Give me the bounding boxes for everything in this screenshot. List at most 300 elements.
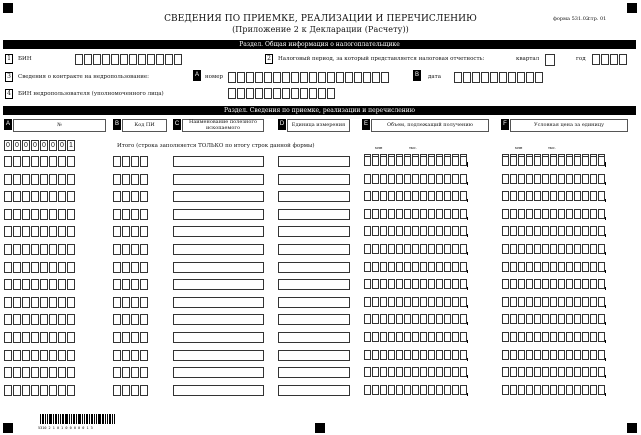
input-cell[interactable] <box>255 72 263 83</box>
input-cell[interactable] <box>542 156 549 166</box>
input-cell[interactable] <box>436 174 443 184</box>
input-cell[interactable] <box>619 54 627 65</box>
input-cell[interactable] <box>517 72 525 83</box>
input-cell[interactable] <box>363 72 371 83</box>
input-cell[interactable] <box>472 72 480 83</box>
input-cell[interactable] <box>420 156 427 166</box>
input-cell[interactable] <box>372 244 379 254</box>
input-cell[interactable] <box>93 54 101 65</box>
input-cell[interactable] <box>372 385 379 395</box>
mineral-code-input[interactable] <box>113 156 148 167</box>
input-cell[interactable] <box>610 54 618 65</box>
input-cell[interactable] <box>582 209 589 219</box>
input-cell[interactable] <box>534 244 541 254</box>
input-cell[interactable] <box>364 332 371 342</box>
input-cell[interactable] <box>550 226 557 236</box>
input-cell[interactable] <box>49 226 57 237</box>
input-cell[interactable] <box>582 226 589 236</box>
input-cell[interactable] <box>404 332 411 342</box>
input-cell[interactable] <box>444 385 451 395</box>
input-cell[interactable] <box>502 226 509 236</box>
input-cell[interactable] <box>534 191 541 201</box>
input-cell[interactable] <box>510 332 517 342</box>
input-cell[interactable] <box>49 385 57 396</box>
input-cell[interactable] <box>140 385 148 396</box>
input-cell[interactable] <box>420 226 427 236</box>
input-cell[interactable] <box>388 209 395 219</box>
contract-date-input[interactable] <box>454 72 543 83</box>
input-cell[interactable] <box>550 191 557 201</box>
input-cell[interactable] <box>364 226 371 236</box>
input-cell[interactable] <box>122 297 130 308</box>
input-cell[interactable] <box>40 174 48 185</box>
input-cell[interactable] <box>574 350 581 360</box>
input-cell[interactable] <box>510 209 517 219</box>
input-cell[interactable] <box>404 209 411 219</box>
input-cell[interactable] <box>13 332 21 343</box>
input-cell[interactable] <box>131 156 139 167</box>
input-cell[interactable] <box>436 262 443 272</box>
input-cell[interactable] <box>558 314 565 324</box>
input-cell[interactable] <box>598 367 605 377</box>
input-cell[interactable] <box>404 174 411 184</box>
row-number-input[interactable] <box>4 244 75 255</box>
input-cell[interactable] <box>122 332 130 343</box>
input-cell[interactable] <box>264 72 272 83</box>
input-cell[interactable] <box>372 174 379 184</box>
unit-input[interactable] <box>278 297 350 308</box>
input-cell[interactable] <box>566 385 573 395</box>
input-cell[interactable] <box>436 279 443 289</box>
input-cell[interactable] <box>49 314 57 325</box>
input-cell[interactable] <box>396 367 403 377</box>
input-cell[interactable] <box>388 367 395 377</box>
input-cell[interactable] <box>542 191 549 201</box>
input-cell[interactable] <box>4 314 12 325</box>
input-cell[interactable] <box>598 262 605 272</box>
input-cell[interactable] <box>404 244 411 254</box>
mineral-code-input[interactable] <box>113 209 148 220</box>
unit-input[interactable] <box>278 279 350 290</box>
input-cell[interactable] <box>58 367 66 378</box>
input-cell[interactable] <box>590 297 597 307</box>
input-cell[interactable] <box>58 174 66 185</box>
input-cell[interactable] <box>428 279 435 289</box>
price-input[interactable] <box>502 385 605 395</box>
price-input[interactable] <box>502 191 605 201</box>
input-cell[interactable] <box>412 209 419 219</box>
input-cell[interactable] <box>420 314 427 324</box>
bin-input[interactable] <box>75 54 182 65</box>
input-cell[interactable] <box>4 262 12 273</box>
input-cell[interactable] <box>40 191 48 202</box>
input-cell[interactable] <box>140 332 148 343</box>
input-cell[interactable] <box>404 385 411 395</box>
input-cell[interactable] <box>58 226 66 237</box>
input-cell[interactable] <box>502 209 509 219</box>
input-cell[interactable] <box>131 244 139 255</box>
input-cell[interactable] <box>264 88 272 99</box>
input-cell[interactable] <box>372 367 379 377</box>
input-cell[interactable] <box>388 262 395 272</box>
input-cell[interactable] <box>460 297 467 307</box>
input-cell[interactable] <box>542 262 549 272</box>
input-cell[interactable] <box>404 226 411 236</box>
row-number-input[interactable] <box>4 156 75 167</box>
row-number-input[interactable] <box>4 297 75 308</box>
input-cell[interactable] <box>534 332 541 342</box>
input-cell[interactable] <box>452 279 459 289</box>
input-cell[interactable] <box>510 367 517 377</box>
input-cell[interactable] <box>534 209 541 219</box>
input-cell[interactable] <box>364 191 371 201</box>
input-cell[interactable] <box>526 350 533 360</box>
input-cell[interactable] <box>13 314 21 325</box>
input-cell[interactable] <box>13 279 21 290</box>
input-cell[interactable] <box>396 314 403 324</box>
input-cell[interactable] <box>327 72 335 83</box>
input-cell[interactable] <box>428 332 435 342</box>
input-cell[interactable] <box>131 262 139 273</box>
input-cell[interactable] <box>452 156 459 166</box>
input-cell[interactable] <box>518 279 525 289</box>
input-cell[interactable] <box>502 367 509 377</box>
input-cell[interactable] <box>558 174 565 184</box>
input-cell[interactable] <box>558 244 565 254</box>
input-cell[interactable] <box>460 191 467 201</box>
input-cell[interactable] <box>460 226 467 236</box>
input-cell[interactable] <box>113 156 121 167</box>
input-cell[interactable] <box>598 191 605 201</box>
input-cell[interactable] <box>13 385 21 396</box>
price-input[interactable] <box>502 209 605 219</box>
input-cell[interactable] <box>31 367 39 378</box>
input-cell[interactable] <box>542 367 549 377</box>
input-cell[interactable] <box>67 209 75 220</box>
input-cell[interactable] <box>526 367 533 377</box>
input-cell[interactable] <box>380 244 387 254</box>
input-cell[interactable] <box>58 332 66 343</box>
input-cell[interactable] <box>436 350 443 360</box>
input-cell[interactable] <box>510 350 517 360</box>
input-cell[interactable] <box>13 367 21 378</box>
input-cell[interactable] <box>372 226 379 236</box>
input-cell[interactable] <box>574 314 581 324</box>
input-cell[interactable] <box>131 279 139 290</box>
input-cell[interactable] <box>582 332 589 342</box>
input-cell[interactable] <box>31 385 39 396</box>
input-cell[interactable] <box>582 244 589 254</box>
input-cell[interactable] <box>404 156 411 166</box>
mineral-code-input[interactable] <box>113 332 148 343</box>
mineral-code-input[interactable] <box>113 226 148 237</box>
input-cell[interactable] <box>518 350 525 360</box>
input-cell[interactable] <box>113 279 121 290</box>
input-cell[interactable] <box>49 156 57 167</box>
input-cell[interactable] <box>22 191 30 202</box>
input-cell[interactable] <box>364 262 371 272</box>
input-cell[interactable] <box>542 226 549 236</box>
input-cell[interactable] <box>558 297 565 307</box>
input-cell[interactable] <box>558 262 565 272</box>
input-cell[interactable] <box>542 174 549 184</box>
input-cell[interactable] <box>4 191 12 202</box>
input-cell[interactable] <box>598 244 605 254</box>
input-cell[interactable] <box>582 262 589 272</box>
input-cell[interactable] <box>372 156 379 166</box>
mineral-name-input[interactable] <box>173 209 264 220</box>
input-cell[interactable] <box>22 226 30 237</box>
input-cell[interactable] <box>550 279 557 289</box>
input-cell[interactable] <box>534 297 541 307</box>
input-cell[interactable] <box>428 174 435 184</box>
input-cell[interactable] <box>140 174 148 185</box>
input-cell[interactable] <box>131 367 139 378</box>
input-cell[interactable] <box>228 72 236 83</box>
input-cell[interactable] <box>388 314 395 324</box>
input-cell[interactable] <box>574 226 581 236</box>
input-cell[interactable] <box>590 367 597 377</box>
input-cell[interactable] <box>131 350 139 361</box>
input-cell[interactable] <box>336 72 344 83</box>
input-cell[interactable] <box>31 174 39 185</box>
input-cell[interactable] <box>49 297 57 308</box>
volume-input[interactable] <box>364 367 467 377</box>
input-cell[interactable] <box>111 54 119 65</box>
input-cell[interactable] <box>4 244 12 255</box>
unit-input[interactable] <box>278 174 350 185</box>
input-cell[interactable] <box>582 174 589 184</box>
input-cell[interactable] <box>147 54 155 65</box>
row-number-input[interactable] <box>4 314 75 325</box>
input-cell[interactable] <box>590 209 597 219</box>
input-cell[interactable] <box>255 88 263 99</box>
input-cell[interactable] <box>364 244 371 254</box>
unit-input[interactable] <box>278 156 350 167</box>
input-cell[interactable] <box>428 385 435 395</box>
price-input[interactable] <box>502 174 605 184</box>
input-cell[interactable] <box>550 332 557 342</box>
input-cell[interactable] <box>40 350 48 361</box>
input-cell[interactable] <box>526 314 533 324</box>
mineral-name-input[interactable] <box>173 174 264 185</box>
input-cell[interactable] <box>518 191 525 201</box>
input-cell[interactable] <box>396 226 403 236</box>
input-cell[interactable] <box>67 226 75 237</box>
input-cell[interactable] <box>380 367 387 377</box>
input-cell[interactable] <box>22 385 30 396</box>
input-cell[interactable] <box>566 367 573 377</box>
input-cell[interactable] <box>518 209 525 219</box>
input-cell[interactable] <box>558 209 565 219</box>
price-input[interactable] <box>502 350 605 360</box>
input-cell[interactable] <box>590 262 597 272</box>
input-cell[interactable] <box>4 226 12 237</box>
input-cell[interactable] <box>534 279 541 289</box>
input-cell[interactable] <box>502 262 509 272</box>
input-cell[interactable] <box>237 88 245 99</box>
input-cell[interactable] <box>291 72 299 83</box>
input-cell[interactable] <box>396 279 403 289</box>
input-cell[interactable] <box>582 385 589 395</box>
row-number-input[interactable] <box>4 385 75 396</box>
price-input[interactable] <box>502 297 605 307</box>
input-cell[interactable] <box>140 297 148 308</box>
input-cell[interactable] <box>526 262 533 272</box>
input-cell[interactable] <box>535 72 543 83</box>
input-cell[interactable] <box>22 332 30 343</box>
input-cell[interactable] <box>542 244 549 254</box>
input-cell[interactable] <box>31 297 39 308</box>
input-cell[interactable] <box>582 350 589 360</box>
input-cell[interactable] <box>49 262 57 273</box>
input-cell[interactable] <box>31 279 39 290</box>
input-cell[interactable] <box>4 174 12 185</box>
input-cell[interactable] <box>404 350 411 360</box>
input-cell[interactable] <box>58 262 66 273</box>
input-cell[interactable] <box>113 191 121 202</box>
input-cell[interactable] <box>428 314 435 324</box>
input-cell[interactable] <box>364 297 371 307</box>
input-cell[interactable] <box>460 262 467 272</box>
input-cell[interactable] <box>404 191 411 201</box>
input-cell[interactable] <box>420 350 427 360</box>
input-cell[interactable] <box>428 156 435 166</box>
input-cell[interactable] <box>364 156 371 166</box>
input-cell[interactable] <box>550 314 557 324</box>
row-number-input[interactable] <box>4 226 75 237</box>
input-cell[interactable] <box>131 314 139 325</box>
input-cell[interactable] <box>113 332 121 343</box>
input-cell[interactable] <box>131 174 139 185</box>
input-cell[interactable] <box>534 385 541 395</box>
input-cell[interactable] <box>131 385 139 396</box>
input-cell[interactable] <box>388 226 395 236</box>
volume-input[interactable] <box>364 350 467 360</box>
input-cell[interactable] <box>49 244 57 255</box>
input-cell[interactable] <box>40 244 48 255</box>
mineral-name-input[interactable] <box>173 191 264 202</box>
input-cell[interactable] <box>131 297 139 308</box>
input-cell[interactable] <box>510 385 517 395</box>
input-cell[interactable] <box>566 174 573 184</box>
price-input[interactable] <box>502 244 605 254</box>
mineral-code-input[interactable] <box>113 350 148 361</box>
input-cell[interactable] <box>452 332 459 342</box>
row-number-input[interactable] <box>4 209 75 220</box>
input-cell[interactable] <box>131 332 139 343</box>
input-cell[interactable] <box>40 385 48 396</box>
input-cell[interactable] <box>558 279 565 289</box>
mineral-code-input[interactable] <box>113 367 148 378</box>
input-cell[interactable] <box>574 385 581 395</box>
input-cell[interactable] <box>122 367 130 378</box>
input-cell[interactable] <box>388 244 395 254</box>
input-cell[interactable] <box>113 226 121 237</box>
input-cell[interactable] <box>140 226 148 237</box>
input-cell[interactable] <box>558 156 565 166</box>
input-cell[interactable] <box>22 297 30 308</box>
volume-input[interactable] <box>364 156 467 166</box>
input-cell[interactable] <box>550 174 557 184</box>
input-cell[interactable] <box>526 191 533 201</box>
input-cell[interactable] <box>510 191 517 201</box>
input-cell[interactable] <box>436 209 443 219</box>
input-cell[interactable] <box>380 262 387 272</box>
input-cell[interactable] <box>436 156 443 166</box>
input-cell[interactable] <box>428 191 435 201</box>
input-cell[interactable] <box>598 314 605 324</box>
input-cell[interactable] <box>113 350 121 361</box>
input-cell[interactable] <box>518 367 525 377</box>
input-cell[interactable] <box>31 191 39 202</box>
mineral-name-input[interactable] <box>173 385 264 396</box>
input-cell[interactable] <box>412 191 419 201</box>
input-cell[interactable] <box>502 174 509 184</box>
input-cell[interactable] <box>67 297 75 308</box>
input-cell[interactable] <box>372 72 380 83</box>
price-input[interactable] <box>502 226 605 236</box>
input-cell[interactable] <box>566 244 573 254</box>
input-cell[interactable] <box>4 332 12 343</box>
input-cell[interactable] <box>590 191 597 201</box>
input-cell[interactable] <box>22 209 30 220</box>
input-cell[interactable] <box>582 191 589 201</box>
price-input[interactable] <box>502 279 605 289</box>
input-cell[interactable] <box>380 174 387 184</box>
input-cell[interactable] <box>412 314 419 324</box>
input-cell[interactable] <box>452 385 459 395</box>
input-cell[interactable] <box>460 279 467 289</box>
input-cell[interactable] <box>420 191 427 201</box>
input-cell[interactable] <box>40 297 48 308</box>
input-cell[interactable] <box>58 156 66 167</box>
input-cell[interactable] <box>460 367 467 377</box>
input-cell[interactable] <box>412 297 419 307</box>
input-cell[interactable] <box>122 244 130 255</box>
input-cell[interactable] <box>452 314 459 324</box>
input-cell[interactable] <box>582 156 589 166</box>
input-cell[interactable] <box>550 209 557 219</box>
input-cell[interactable] <box>566 209 573 219</box>
input-cell[interactable] <box>31 332 39 343</box>
input-cell[interactable] <box>598 226 605 236</box>
input-cell[interactable] <box>396 244 403 254</box>
input-cell[interactable] <box>558 332 565 342</box>
input-cell[interactable] <box>590 174 597 184</box>
input-cell[interactable] <box>452 174 459 184</box>
input-cell[interactable] <box>120 54 128 65</box>
input-cell[interactable] <box>58 279 66 290</box>
input-cell[interactable] <box>444 279 451 289</box>
input-cell[interactable] <box>131 191 139 202</box>
input-cell[interactable] <box>364 350 371 360</box>
input-cell[interactable] <box>534 156 541 166</box>
input-cell[interactable] <box>396 350 403 360</box>
input-cell[interactable] <box>138 54 146 65</box>
input-cell[interactable] <box>122 262 130 273</box>
input-cell[interactable] <box>67 314 75 325</box>
input-cell[interactable] <box>122 314 130 325</box>
input-cell[interactable] <box>444 174 451 184</box>
price-input[interactable] <box>502 314 605 324</box>
input-cell[interactable] <box>364 174 371 184</box>
input-cell[interactable] <box>282 72 290 83</box>
input-cell[interactable] <box>4 350 12 361</box>
input-cell[interactable] <box>140 262 148 273</box>
input-cell[interactable] <box>566 262 573 272</box>
input-cell[interactable] <box>444 314 451 324</box>
